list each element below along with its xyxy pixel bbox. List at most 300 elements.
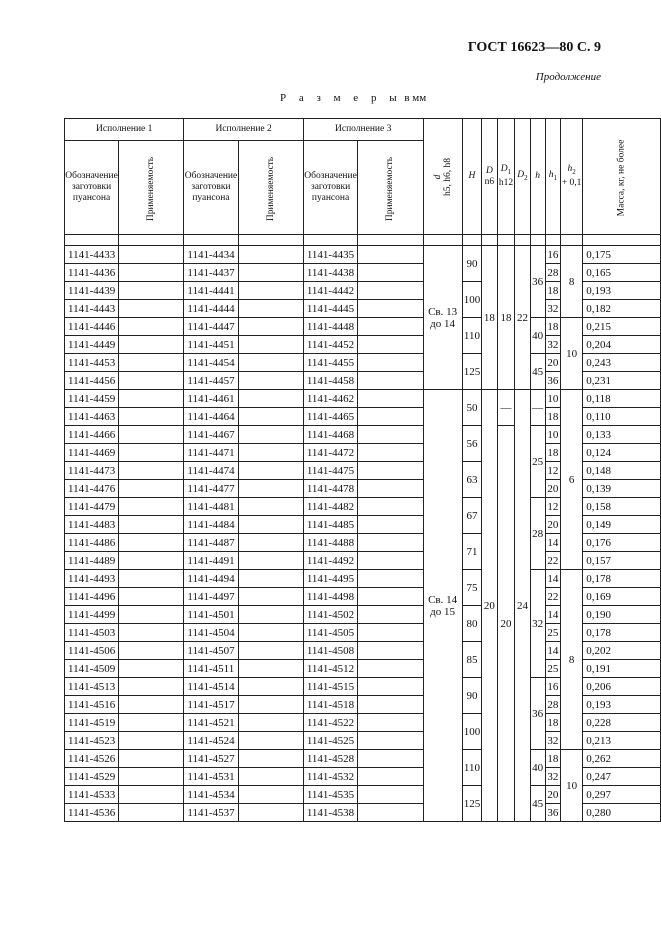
h-value: 45 — [530, 354, 545, 390]
h1-value: 18 — [545, 282, 560, 300]
designation-2: 1141-4484 — [184, 516, 238, 534]
mass-value: 0,193 — [583, 282, 661, 300]
header-primenyaemost-2 — [238, 141, 303, 235]
designation-3: 1141-4442 — [303, 282, 357, 300]
mass-value: 0,133 — [583, 426, 661, 444]
designation-3: 1141-4475 — [303, 462, 357, 480]
h1-value: 22 — [545, 588, 560, 606]
designation-2: 1141-4511 — [184, 660, 238, 678]
H-value: 75 — [462, 570, 482, 606]
mass-value: 0,169 — [583, 588, 661, 606]
designation-3: 1141-4528 — [303, 750, 357, 768]
mass-value: 0,231 — [583, 372, 661, 390]
mass-value: 0,247 — [583, 768, 661, 786]
h-value: 40 — [530, 318, 545, 354]
header-d — [423, 119, 462, 235]
applicability-2 — [238, 804, 303, 822]
applicability-1 — [119, 768, 184, 786]
designation-2: 1141-4471 — [184, 444, 238, 462]
designation-2: 1141-4474 — [184, 462, 238, 480]
mass-value: 0,149 — [583, 516, 661, 534]
header-primenyaemost-1 — [119, 141, 184, 235]
header-primenyaemost-2-text: Применяемость — [265, 156, 276, 221]
header-ispolnenie-2: Исполнение 2 — [184, 119, 303, 141]
mass-value: 0,193 — [583, 696, 661, 714]
header-h1-sub: 1 — [553, 173, 557, 182]
H-value: 110 — [462, 750, 482, 786]
D-value: 18 — [482, 246, 497, 390]
H-value: 85 — [462, 642, 482, 678]
applicability-1 — [119, 552, 184, 570]
applicability-2 — [238, 516, 303, 534]
designation-3: 1141-4485 — [303, 516, 357, 534]
header-row-1 — [65, 119, 661, 141]
designation-3: 1141-4522 — [303, 714, 357, 732]
mass-value: 0,243 — [583, 354, 661, 372]
header-mass — [583, 119, 661, 235]
designation-1: 1141-4499 — [65, 606, 119, 624]
header-D-tolerance: n6 — [484, 176, 495, 187]
designation-3: 1141-4458 — [303, 372, 357, 390]
applicability-2 — [238, 282, 303, 300]
header-D1-sub: 1 — [507, 167, 512, 176]
H-value: 50 — [462, 390, 482, 426]
applicability-3 — [358, 750, 423, 768]
applicability-2 — [238, 426, 303, 444]
h1-value: 32 — [545, 768, 560, 786]
table-row — [65, 246, 661, 264]
H-value: 125 — [462, 786, 482, 822]
D1-value: 18 — [497, 246, 515, 390]
table-caption — [280, 92, 426, 104]
designation-3: 1141-4495 — [303, 570, 357, 588]
header-h2-sub: 2 — [572, 167, 576, 176]
header-h1-symbol: h — [548, 169, 554, 180]
designation-1: 1141-4476 — [65, 480, 119, 498]
applicability-2 — [238, 732, 303, 750]
designation-3: 1141-4502 — [303, 606, 357, 624]
h1-value: 25 — [545, 660, 560, 678]
applicability-1 — [119, 282, 184, 300]
mass-value: 0,297 — [583, 786, 661, 804]
applicability-1 — [119, 264, 184, 282]
h1-value: 18 — [545, 408, 560, 426]
designation-3: 1141-4452 — [303, 336, 357, 354]
designation-3: 1141-4455 — [303, 354, 357, 372]
h1-value: 28 — [545, 696, 560, 714]
mass-value: 0,110 — [583, 408, 661, 426]
applicability-2 — [238, 660, 303, 678]
h1-value: 36 — [545, 804, 560, 822]
header-h2-tolerance: + 0,1 — [561, 177, 582, 188]
designation-3: 1141-4478 — [303, 480, 357, 498]
D2-value: 24 — [515, 390, 530, 822]
h1-value: 20 — [545, 516, 560, 534]
designation-1: 1141-4463 — [65, 408, 119, 426]
h1-value: 25 — [545, 624, 560, 642]
applicability-1 — [119, 516, 184, 534]
designation-1: 1141-4453 — [65, 354, 119, 372]
designation-2: 1141-4501 — [184, 606, 238, 624]
h-value: 25 — [530, 426, 545, 498]
mass-value: 0,176 — [583, 534, 661, 552]
caption-text: Р а з м е р ы — [280, 92, 402, 104]
applicability-3 — [358, 498, 423, 516]
designation-3: 1141-4512 — [303, 660, 357, 678]
designation-1: 1141-4469 — [65, 444, 119, 462]
applicability-1 — [119, 678, 184, 696]
applicability-1 — [119, 606, 184, 624]
h1-value: 14 — [545, 606, 560, 624]
h1-value: 28 — [545, 264, 560, 282]
mass-value: 0,148 — [583, 462, 661, 480]
applicability-1 — [119, 408, 184, 426]
designation-3: 1141-4498 — [303, 588, 357, 606]
header-d-symbol: d — [432, 174, 443, 179]
h1-value: 20 — [545, 786, 560, 804]
applicability-3 — [358, 696, 423, 714]
designation-1: 1141-4446 — [65, 318, 119, 336]
h1-value: 18 — [545, 714, 560, 732]
mass-value: 0,165 — [583, 264, 661, 282]
applicability-3 — [358, 768, 423, 786]
applicability-1 — [119, 660, 184, 678]
mass-value: 0,202 — [583, 642, 661, 660]
h-value: 40 — [530, 750, 545, 786]
H-value: 90 — [462, 246, 482, 282]
applicability-2 — [238, 390, 303, 408]
designation-2: 1141-4454 — [184, 354, 238, 372]
applicability-2 — [238, 462, 303, 480]
designation-2: 1141-4441 — [184, 282, 238, 300]
H-value: 80 — [462, 606, 482, 642]
h-value: 36 — [530, 678, 545, 750]
mass-value: 0,206 — [583, 678, 661, 696]
H-value: 125 — [462, 354, 482, 390]
mass-value: 0,118 — [583, 390, 661, 408]
applicability-3 — [358, 534, 423, 552]
mass-value: 0,139 — [583, 480, 661, 498]
h1-value: 10 — [545, 390, 560, 408]
designation-2: 1141-4447 — [184, 318, 238, 336]
header-D2 — [515, 119, 530, 235]
header-D-symbol: D — [485, 165, 493, 176]
designation-2: 1141-4514 — [184, 678, 238, 696]
applicability-3 — [358, 804, 423, 822]
d-value-line: Св. 13 — [428, 305, 458, 318]
designation-3: 1141-4468 — [303, 426, 357, 444]
designation-1: 1141-4506 — [65, 642, 119, 660]
designation-2: 1141-4504 — [184, 624, 238, 642]
h1-value: 18 — [545, 750, 560, 768]
designation-2: 1141-4451 — [184, 336, 238, 354]
designation-3: 1141-4435 — [303, 246, 357, 264]
applicability-1 — [119, 696, 184, 714]
applicability-2 — [238, 714, 303, 732]
designation-2: 1141-4531 — [184, 768, 238, 786]
applicability-3 — [358, 390, 423, 408]
designation-2: 1141-4527 — [184, 750, 238, 768]
mass-value: 0,191 — [583, 660, 661, 678]
applicability-2 — [238, 642, 303, 660]
designation-3: 1141-4505 — [303, 624, 357, 642]
designation-1: 1141-4536 — [65, 804, 119, 822]
header-mass-text: Масса, кг, не более — [616, 139, 627, 216]
mass-value: 0,178 — [583, 624, 661, 642]
header-h: h — [530, 119, 545, 235]
applicability-3 — [358, 678, 423, 696]
applicability-3 — [358, 246, 423, 264]
designation-2: 1141-4521 — [184, 714, 238, 732]
applicability-1 — [119, 426, 184, 444]
mass-value: 0,124 — [583, 444, 661, 462]
applicability-3 — [358, 480, 423, 498]
mass-value: 0,215 — [583, 318, 661, 336]
applicability-3 — [358, 624, 423, 642]
designation-3: 1141-4508 — [303, 642, 357, 660]
table-row — [65, 750, 661, 768]
designation-1: 1141-4496 — [65, 588, 119, 606]
designation-1: 1141-4519 — [65, 714, 119, 732]
h1-value: 18 — [545, 444, 560, 462]
applicability-1 — [119, 750, 184, 768]
designation-1: 1141-4516 — [65, 696, 119, 714]
applicability-2 — [238, 570, 303, 588]
mass-value: 0,190 — [583, 606, 661, 624]
applicability-1 — [119, 354, 184, 372]
standard-header: ГОСТ 16623—80 С. 9 — [467, 40, 601, 55]
mass-value: 0,204 — [583, 336, 661, 354]
applicability-2 — [238, 750, 303, 768]
designation-2: 1141-4487 — [184, 534, 238, 552]
applicability-3 — [358, 426, 423, 444]
designation-2: 1141-4481 — [184, 498, 238, 516]
designation-1: 1141-4523 — [65, 732, 119, 750]
designation-1: 1141-4439 — [65, 282, 119, 300]
applicability-3 — [358, 570, 423, 588]
designation-3: 1141-4472 — [303, 444, 357, 462]
header-gap-row — [65, 235, 661, 246]
d-value-line: до 15 — [430, 605, 455, 618]
h-value: 28 — [530, 498, 545, 570]
designation-1: 1141-4503 — [65, 624, 119, 642]
designation-1: 1141-4443 — [65, 300, 119, 318]
applicability-1 — [119, 336, 184, 354]
applicability-3 — [358, 516, 423, 534]
H-value: 63 — [462, 462, 482, 498]
designation-2: 1141-4444 — [184, 300, 238, 318]
h1-value: 14 — [545, 570, 560, 588]
applicability-1 — [119, 714, 184, 732]
applicability-2 — [238, 786, 303, 804]
h1-value: 16 — [545, 246, 560, 264]
designation-1: 1141-4433 — [65, 246, 119, 264]
applicability-2 — [238, 768, 303, 786]
applicability-1 — [119, 804, 184, 822]
header-h2 — [560, 119, 582, 235]
applicability-3 — [358, 732, 423, 750]
applicability-2 — [238, 498, 303, 516]
designation-1: 1141-4529 — [65, 768, 119, 786]
applicability-2 — [238, 264, 303, 282]
designation-2: 1141-4464 — [184, 408, 238, 426]
designation-3: 1141-4535 — [303, 786, 357, 804]
applicability-3 — [358, 462, 423, 480]
table-row — [65, 390, 661, 408]
designation-3: 1141-4465 — [303, 408, 357, 426]
header-oboznachenie-2: Обозначение заготовки пуансона — [184, 141, 238, 235]
h2-value: 6 — [560, 390, 582, 570]
mass-value: 0,157 — [583, 552, 661, 570]
h1-value: 20 — [545, 480, 560, 498]
D2-value: 22 — [515, 246, 530, 390]
designation-2: 1141-4494 — [184, 570, 238, 588]
applicability-2 — [238, 588, 303, 606]
designation-2: 1141-4537 — [184, 804, 238, 822]
h-value: 45 — [530, 786, 545, 822]
designation-3: 1141-4532 — [303, 768, 357, 786]
applicability-1 — [119, 390, 184, 408]
h-value: 36 — [530, 246, 545, 318]
designation-2: 1141-4467 — [184, 426, 238, 444]
mass-value: 0,262 — [583, 750, 661, 768]
applicability-2 — [238, 534, 303, 552]
mass-value: 0,280 — [583, 804, 661, 822]
designation-2: 1141-4457 — [184, 372, 238, 390]
d-value — [423, 390, 462, 822]
designation-3: 1141-4525 — [303, 732, 357, 750]
applicability-2 — [238, 696, 303, 714]
applicability-2 — [238, 354, 303, 372]
applicability-1 — [119, 642, 184, 660]
applicability-1 — [119, 786, 184, 804]
mass-value: 0,158 — [583, 498, 661, 516]
h1-value: 14 — [545, 642, 560, 660]
applicability-3 — [358, 408, 423, 426]
applicability-2 — [238, 678, 303, 696]
designation-2: 1141-4477 — [184, 480, 238, 498]
D1-value: 20 — [497, 426, 515, 822]
continuation-label: Продолжение — [535, 71, 601, 83]
designation-3: 1141-4538 — [303, 804, 357, 822]
h1-value: 22 — [545, 552, 560, 570]
designation-3: 1141-4492 — [303, 552, 357, 570]
applicability-3 — [358, 282, 423, 300]
designation-1: 1141-4509 — [65, 660, 119, 678]
mass-value: 0,178 — [583, 570, 661, 588]
header-primenyaemost-3-text: Применяемость — [385, 156, 396, 221]
applicability-2 — [238, 300, 303, 318]
h1-value: 20 — [545, 354, 560, 372]
applicability-2 — [238, 336, 303, 354]
header-primenyaemost-1-text: Применяемость — [146, 156, 157, 221]
designation-2: 1141-4507 — [184, 642, 238, 660]
designation-1: 1141-4473 — [65, 462, 119, 480]
applicability-2 — [238, 606, 303, 624]
d-value-line: до 14 — [430, 317, 455, 330]
header-D2-symbol: D — [517, 169, 525, 180]
header-ispolnenie-1: Исполнение 1 — [65, 119, 184, 141]
h1-value: 14 — [545, 534, 560, 552]
designation-1: 1141-4493 — [65, 570, 119, 588]
mass-value: 0,175 — [583, 246, 661, 264]
designation-2: 1141-4434 — [184, 246, 238, 264]
h-value: 32 — [530, 570, 545, 678]
designation-1: 1141-4449 — [65, 336, 119, 354]
h1-value: 10 — [545, 426, 560, 444]
header-oboznachenie-1: Обозначение заготовки пуансона — [65, 141, 119, 235]
dimensions-table — [64, 118, 661, 822]
designation-1: 1141-4489 — [65, 552, 119, 570]
h-value: — — [530, 390, 545, 426]
applicability-1 — [119, 588, 184, 606]
h2-value: 10 — [560, 318, 582, 390]
applicability-2 — [238, 246, 303, 264]
H-value: 90 — [462, 678, 482, 714]
designation-2: 1141-4524 — [184, 732, 238, 750]
table-row — [65, 570, 661, 588]
h1-value: 32 — [545, 732, 560, 750]
designation-2: 1141-4497 — [184, 588, 238, 606]
h1-value: 16 — [545, 678, 560, 696]
applicability-3 — [358, 300, 423, 318]
applicability-3 — [358, 714, 423, 732]
designation-1: 1141-4533 — [65, 786, 119, 804]
applicability-3 — [358, 552, 423, 570]
designation-3: 1141-4445 — [303, 300, 357, 318]
designation-3: 1141-4482 — [303, 498, 357, 516]
applicability-3 — [358, 372, 423, 390]
H-value: 67 — [462, 498, 482, 534]
applicability-1 — [119, 534, 184, 552]
applicability-1 — [119, 300, 184, 318]
table-row — [65, 318, 661, 336]
designation-2: 1141-4534 — [184, 786, 238, 804]
designation-2: 1141-4491 — [184, 552, 238, 570]
applicability-1 — [119, 462, 184, 480]
applicability-2 — [238, 372, 303, 390]
mass-value: 0,213 — [583, 732, 661, 750]
designation-1: 1141-4526 — [65, 750, 119, 768]
applicability-2 — [238, 624, 303, 642]
mass-value: 0,228 — [583, 714, 661, 732]
applicability-1 — [119, 444, 184, 462]
applicability-3 — [358, 786, 423, 804]
applicability-1 — [119, 624, 184, 642]
applicability-3 — [358, 606, 423, 624]
H-value: 110 — [462, 318, 482, 354]
applicability-1 — [119, 732, 184, 750]
H-value: 100 — [462, 282, 482, 318]
applicability-1 — [119, 318, 184, 336]
designation-3: 1141-4488 — [303, 534, 357, 552]
designation-1: 1141-4436 — [65, 264, 119, 282]
header-d-tolerance: h5, h6, h8 — [442, 157, 453, 196]
h2-value: 10 — [560, 750, 582, 822]
h1-value: 36 — [545, 372, 560, 390]
applicability-1 — [119, 372, 184, 390]
designation-3: 1141-4438 — [303, 264, 357, 282]
designation-1: 1141-4479 — [65, 498, 119, 516]
applicability-2 — [238, 408, 303, 426]
header-D2-sub: 2 — [524, 173, 528, 182]
designation-2: 1141-4437 — [184, 264, 238, 282]
designation-1: 1141-4466 — [65, 426, 119, 444]
h2-value: 8 — [560, 570, 582, 750]
designation-2: 1141-4517 — [184, 696, 238, 714]
header-D — [482, 119, 497, 235]
h1-value: 12 — [545, 498, 560, 516]
